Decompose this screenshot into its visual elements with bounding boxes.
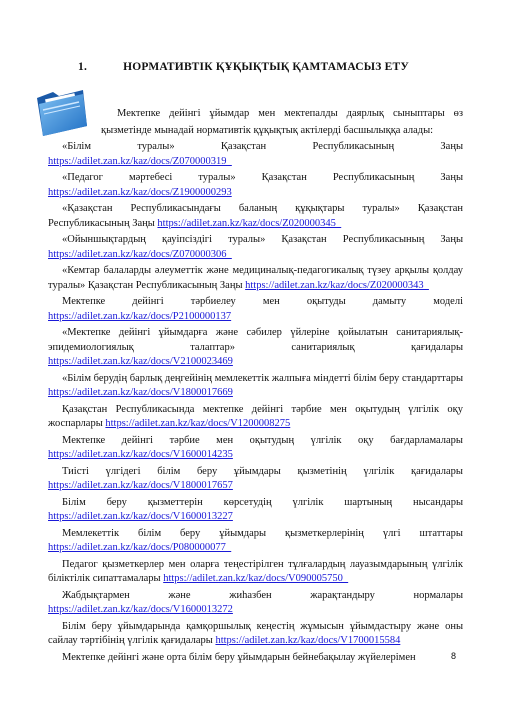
legal-act-title: Мектепке дейінгі тәрбиелеу мен оқытуды дамыту моделі <box>62 296 463 307</box>
legal-act-title: Педагог қызметкерлер мен оларға теңестірілген тұлғалардың лауазымдарының үлгілік біліктілік сипаттамалары <box>48 558 463 584</box>
section-title: НОРМАТИВТІК ҚҰҚЫҚТЫҚ ҚАМТАМАСЫЗ ЕТУ <box>123 61 410 73</box>
legal-act-link[interactable]: https://adilet.zan.kz/kaz/docs/Z070000306_ <box>48 248 232 260</box>
legal-act-item <box>48 403 463 432</box>
legal-act-link[interactable]: https://adilet.zan.kz/kaz/docs/Z1900000293 <box>48 186 232 198</box>
legal-act-title: «Кемтар балаларды әлеуметтік және медициналық-педагогикалық түзеу арқылы қолдау туралы» Қазақстан Республикасының Заңы <box>48 265 463 291</box>
legal-act-item <box>48 326 463 370</box>
legal-act-title: Жабдықтармен және жиһазбен жарақтандыру нормалары <box>62 589 463 601</box>
legal-act-link[interactable]: https://adilet.zan.kz/kaz/docs/V1600014235 <box>48 449 233 460</box>
legal-act-link[interactable]: https://adilet.zan.kz/kaz/docs/Z020000345_ <box>157 217 342 229</box>
document-folder-icon <box>33 86 89 140</box>
legal-act-item <box>48 620 463 649</box>
legal-act-link[interactable]: https://adilet.zan.kz/kaz/docs/V090005750_ <box>163 573 349 584</box>
legal-act-item <box>48 264 463 293</box>
legal-act-title: Мектепке дейінгі және орта білім беру ұйымдарын бейнебақылау жүйелерімен <box>62 651 416 663</box>
legal-acts-list <box>48 140 463 667</box>
legal-act-title: Мемлекеттік білім беру ұйымдары қызметкерлерінің үлгі штаттары <box>62 527 463 539</box>
legal-act-item <box>48 202 463 231</box>
legal-act-title: Білім беру қызметтерін көрсетудің үлгілік шартының нысандары <box>62 496 463 508</box>
page-number: 8 <box>451 651 457 661</box>
intro-paragraph: Мектепке дейінгі ұйымдар мен мектепалды даярлық сыныптары өз қызметінде мынадай нормативтік құқықтық актілерді басшылыққа алады: <box>101 108 463 136</box>
legal-act-item <box>48 171 463 200</box>
legal-act-title: Білім беру ұйымдарында қамқоршылық кеңестің жұмысын ұйымдастыру және оны сайлау тәртібінің үлгілік қағидалары <box>48 620 463 646</box>
legal-act-item <box>48 465 463 494</box>
legal-act-item <box>48 295 463 324</box>
legal-act-title: «Білім туралы» Қазақстан Республикасының Заңы <box>62 141 463 152</box>
section-number: 1. <box>78 61 88 73</box>
legal-act-link[interactable]: https://adilet.zan.kz/kaz/docs/Z070000319_ <box>48 155 232 167</box>
legal-act-title: «Мектепке дейінгі ұйымдарға және сәбилер үйлеріне қойылатын санитариялық-эпидемиологиялық талаптар» санитариялық қағидалары <box>48 327 463 353</box>
legal-act-title: Мектепке дейінгі тәрбие мен оқытудың үлгілік оқу бағдарламалары <box>62 434 463 446</box>
legal-act-title: Тиісті үлгідегі білім беру ұйымдары қызметінің үлгілік қағидалары <box>62 465 463 477</box>
legal-act-link[interactable]: https://adilet.zan.kz/kaz/docs/V1200008275 <box>105 418 291 429</box>
legal-act-item <box>48 651 463 666</box>
legal-act-item <box>48 558 463 587</box>
legal-act-link[interactable]: https://adilet.zan.kz/kaz/docs/P2100000137 <box>48 310 232 322</box>
legal-act-title: «Қазақстан Республикасындағы баланың құқықтары туралы» Қазақстан Республикасының Заңы <box>48 203 463 229</box>
legal-act-title: Қазақстан Республикасында мектепке дейінгі тәрбие мен оқытудың үлгілік оқу жоспарлары <box>48 403 463 429</box>
legal-act-title: «Білім берудің барлық деңгейінің мемлекеттік жалпыға міндетті білім беру стандарттары <box>62 372 463 384</box>
legal-act-item <box>48 527 463 556</box>
legal-act-item <box>48 372 463 401</box>
legal-act-link[interactable]: https://adilet.zan.kz/kaz/docs/P080000077_ <box>48 542 232 553</box>
legal-act-link[interactable]: https://adilet.zan.kz/kaz/docs/Z020000343_ <box>245 279 429 291</box>
legal-act-item <box>48 233 463 262</box>
section-heading <box>78 61 409 73</box>
legal-act-item <box>48 140 463 169</box>
legal-act-title: «Педагог мәртебесі туралы» Қазақстан Республикасының Заңы <box>62 172 463 183</box>
legal-act-link[interactable]: https://adilet.zan.kz/kaz/docs/V1600013227 <box>48 511 233 522</box>
legal-act-link[interactable]: https://adilet.zan.kz/kaz/docs/V1600013272 <box>48 604 233 615</box>
legal-act-link[interactable]: https://adilet.zan.kz/kaz/docs/V1800017657 <box>48 480 233 491</box>
legal-act-link[interactable]: https://adilet.zan.kz/kaz/docs/V1700015584 <box>215 635 401 646</box>
legal-act-title: «Ойыншықтардың қауіпсіздігі туралы» Қазақстан Республикасының Заңы <box>62 234 463 245</box>
legal-act-link[interactable]: https://adilet.zan.kz/kaz/docs/V2100023469 <box>48 356 233 367</box>
legal-act-item <box>48 496 463 525</box>
legal-act-item <box>48 589 463 618</box>
legal-act-link[interactable]: https://adilet.zan.kz/kaz/docs/V1800017669 <box>48 387 233 398</box>
legal-act-item <box>48 434 463 463</box>
